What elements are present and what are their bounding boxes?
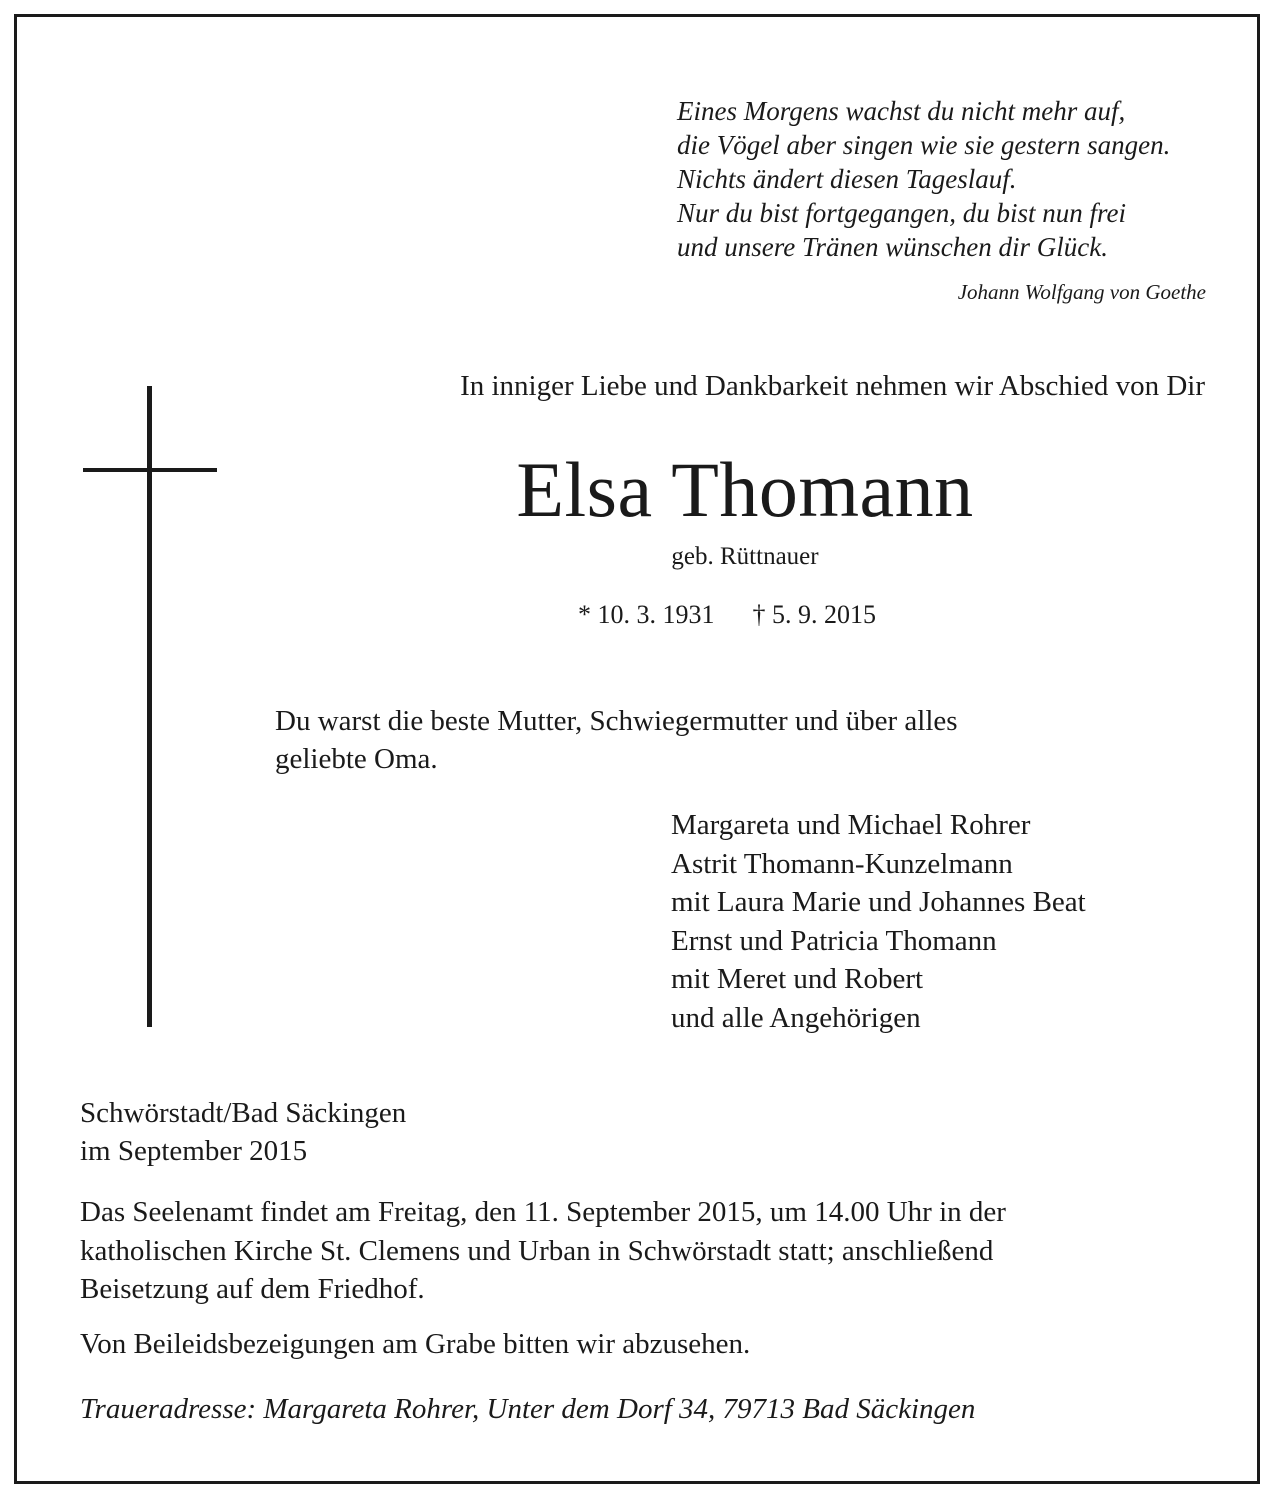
death-date: † 5. 9. 2015 xyxy=(752,600,876,629)
poem-line: Eines Morgens wachst du nicht mehr auf, xyxy=(677,96,1126,126)
poem-line: Nur du bist fortgegangen, du bist nun frei xyxy=(677,198,1127,228)
poem-line: und unsere Tränen wünschen dir Glück. xyxy=(677,232,1108,262)
tribute-line: Du warst die beste Mutter, Schwiegermutter und über alles xyxy=(275,705,958,737)
poem xyxy=(677,94,1170,264)
intro-text: In inniger Liebe und Dankbarkeit nehmen wir Abschied von Dir xyxy=(460,370,1205,402)
cross-icon-bar xyxy=(83,468,217,472)
poem-line: die Vögel aber singen wie sie gestern sangen. xyxy=(677,130,1171,160)
location: Schwörstadt/Bad Säckingen xyxy=(80,1097,407,1129)
mourner-line: mit Laura Marie und Johannes Beat xyxy=(671,886,1086,918)
tribute-line: geliebte Oma. xyxy=(275,743,438,775)
service-info xyxy=(80,1193,1006,1309)
birth-date: * 10. 3. 1931 xyxy=(578,600,715,629)
mourner-line: und alle Angehörigen xyxy=(671,1001,921,1034)
mourner-line: mit Meret und Robert xyxy=(671,963,924,995)
mourner-line: Margareta und Michael Rohrer xyxy=(671,809,1031,841)
service-line: Das Seelenamt findet am Freitag, den 11. September 2015, um 14.00 Uhr in der xyxy=(80,1196,1006,1228)
poem-line: Nichts ändert diesen Tageslauf. xyxy=(677,164,1017,194)
mourning-address: Traueradresse: Margareta Rohrer, Unter dem Dorf 34, 79713 Bad Säckingen xyxy=(80,1393,976,1425)
place-date xyxy=(80,1094,406,1170)
service-line: katholischen Kirche St. Clemens und Urban in Schwörstadt statt; anschließend xyxy=(80,1234,994,1267)
birth-name: geb. Rüttnauer xyxy=(671,543,819,570)
mourner-line: Astrit Thomann-Kunzelmann xyxy=(671,847,1013,880)
month-year: im September 2015 xyxy=(80,1135,308,1167)
deceased-name: Elsa Thomann xyxy=(516,446,974,533)
condolence-note: Von Beileidsbezeigungen am Grabe bitten wir abzusehen. xyxy=(80,1328,751,1360)
mourners-list xyxy=(671,806,1086,1037)
service-line: Beisetzung auf dem Friedhof. xyxy=(80,1273,425,1305)
cross-icon xyxy=(147,386,152,1027)
tribute-text xyxy=(275,702,958,778)
life-dates xyxy=(578,600,876,630)
poem-author: Johann Wolfgang von Goethe xyxy=(957,280,1206,304)
mourner-line: Ernst und Patricia Thomann xyxy=(671,924,997,957)
